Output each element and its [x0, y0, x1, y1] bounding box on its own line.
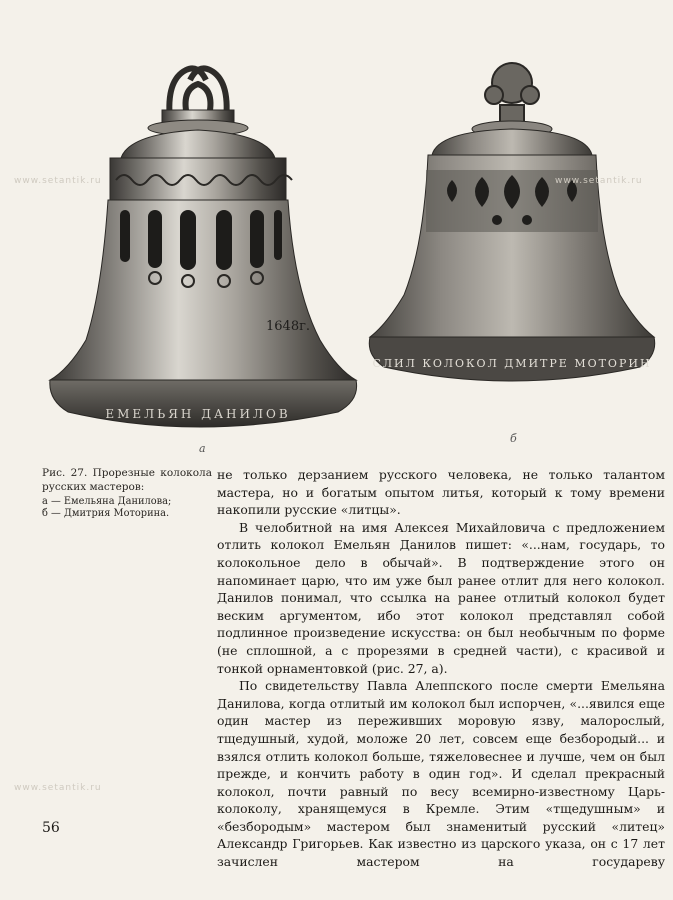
caption-item-a: а — Емельяна Данилова; [42, 496, 172, 507]
caption-item-b: б — Дмитрия Моторина. [42, 508, 170, 519]
figure-label-b: б [510, 432, 517, 445]
watermark: www.setantik.ru [14, 176, 102, 186]
bell-a-inscription: ЕМЕЛЬЯН ДАНИЛОВ [105, 407, 291, 421]
paragraph: не только дерзанием русского человека, не только талантом мастера, но и богатым опытом литья, который к тому времени накопили русские «литцы». [217, 467, 665, 518]
page-number: 56 [42, 820, 60, 836]
figure-label-a: а [199, 442, 206, 455]
paragraph: В челобитной на имя Алексея Михайловича с предложением отлить колокол Емельян Данилов пишет: «...нам, государь, то колокольное дело в обычай». В подтверждение этого он напоминает царю, что им уже был ранее отлит для него колокол. Данилов понимал, что ссылка на ранее отлитый колокол будет веским аргументом, ибо этот колокол представлял собой подлинное произведение искусства: он был необычным по форме (не сплошной, а с прорезями в средней части), с красивой и тонкой орнаментовкой (рис. 27, а). [217, 519, 665, 676]
watermark: www.setantik.ru [14, 783, 102, 793]
bell-a-illustration [38, 50, 368, 450]
watermark: www.setantik.ru [555, 176, 643, 186]
figure-caption [42, 466, 212, 520]
bell-a-date: 1648г. [266, 319, 311, 334]
bell-b-inscription: СЛИЛ КОЛОКОЛ ДМИТРЕ МОТОРИН [372, 357, 652, 370]
paragraph: По свидетельству Павла Алеппского после смерти Емельяна Данилова, когда отлитый им колокол был испорчен, «...явился еще один мастер из переживших моровую язву, малорослый, тщедушный, худой, моложе 20 лет, совсем еще безбородый... и взялся отлить колокол больше, тяжеловеснее и лучше, чем он был прежде, и кончить работу в один год». И сделал прекрасный колокол, почти равный по весу всемирно-известному Царь-колоколу, хранящемуся в Кремле. Этим «тщедушным» и «безбородым» мастером был знаменитый русский «литец» Александр Григорьев. Как известно из царского указа, он с 17 лет зачислен мастером на государеву [217, 678, 665, 870]
caption-title: Рис. 27. Прорезные колокола русских мастеров: [42, 467, 212, 493]
body-text [217, 466, 665, 871]
bell-b-illustration [362, 55, 662, 435]
